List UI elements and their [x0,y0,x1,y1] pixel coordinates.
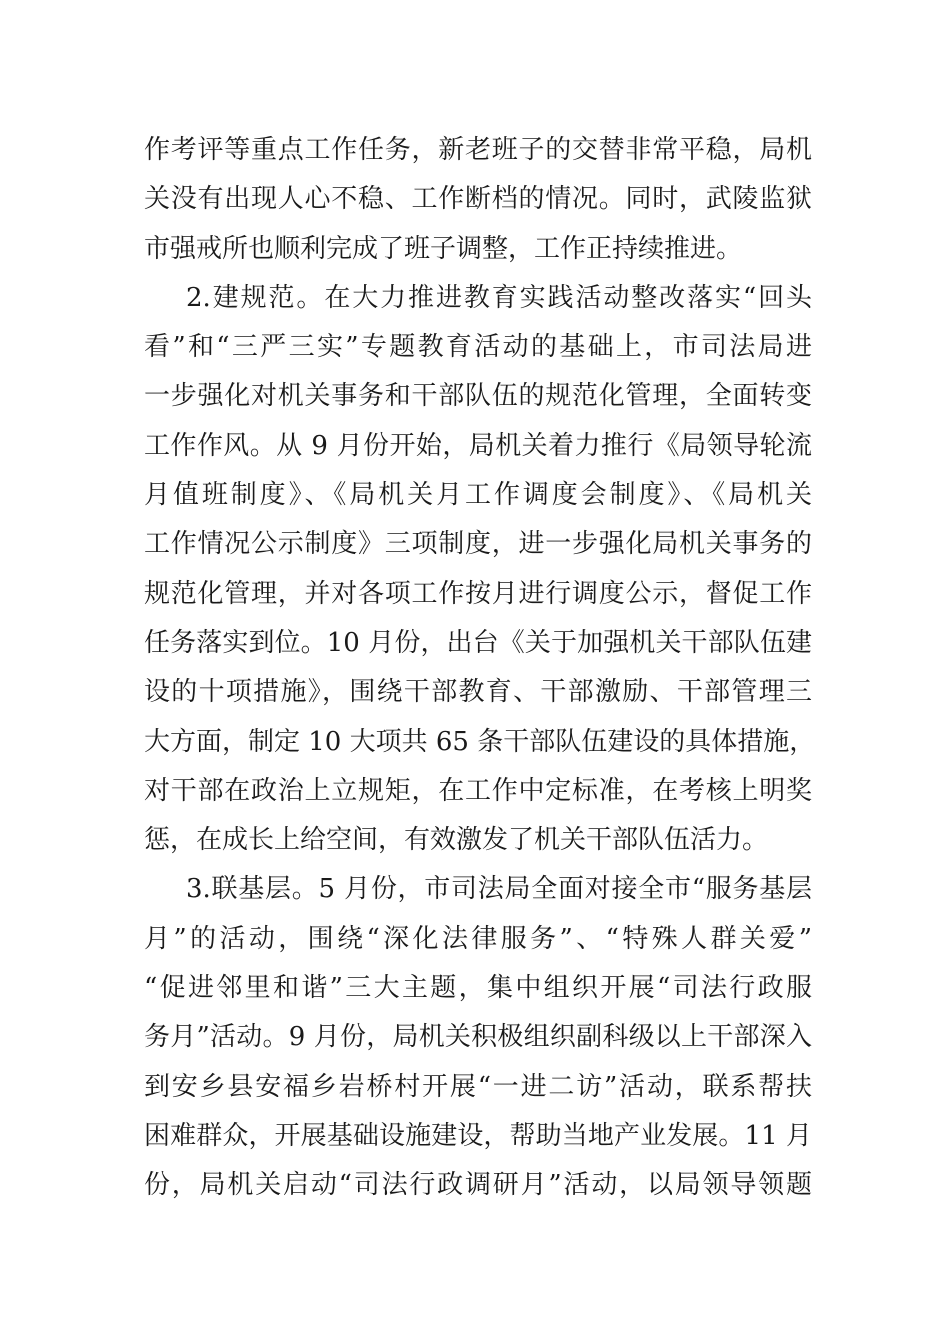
paragraph-start-2: 2.建规范。在大力推进教育实践活动整改落实“回头 [186,282,812,313]
text-line: 惩，在成长上给空间，有效激发了机关干部队伍活力。 [144,825,769,856]
text-line: 月值班制度》、《局机关月工作调度会制度》、《局机关 [144,480,812,511]
text-line: 务月”活动。9 月份，局机关积极组织副科级以上干部深入 [144,1022,812,1053]
text-line: 看”和“三严三实”专题教育活动的基础上，市司法局进 [144,332,812,363]
text-line: 工作作风。从 9 月份开始，局机关着力推行《局领导轮流 [144,430,812,461]
text-line: 市强戒所也顺利完成了班子调整，工作正持续推进。 [144,233,743,264]
text-line: 到安乡县安福乡岩桥村开展“一进二访”活动，联系帮扶 [144,1071,812,1102]
text-line: 作考评等重点工作任务，新老班子的交替非常平稳，局机 [144,135,812,165]
text-line: 份，局机关启动“司法行政调研月”活动，以局领导领题 [144,1170,812,1201]
text-line: 大方面，制定 10 大项共 65 条干部队伍建设的具体措施， [144,726,816,757]
text-line: 规范化管理，并对各项工作按月进行调度公示，督促工作 [144,578,812,609]
text-line: 困难群众，开展基础设施建设，帮助当地产业发展。11 月 [144,1120,812,1151]
text-line: 一步强化对机关事务和干部队伍的规范化管理，全面转变 [144,381,812,412]
document-body [144,126,816,1211]
text-line: 月”的活动，围绕“深化法律服务”、“特殊人群关爱” [144,923,812,954]
text-line: 设的十项措施》，围绕干部教育、干部激励、干部管理三 [144,677,812,708]
paragraph-start-3: 3.联基层。5 月份，市司法局全面对接全市“服务基层 [186,874,812,905]
text-line: 任务落实到位。10 月份，出台《关于加强机关干部队伍建 [144,627,812,658]
text-line: 工作情况公示制度》三项制度，进一步强化局机关事务的 [144,529,812,560]
text-line: “促进邻里和谐”三大主题，集中组织开展“司法行政服 [144,973,812,1004]
text-line: 对干部在政治上立规矩，在工作中定标准，在考核上明奖 [144,775,812,806]
text-line: 关没有出现人心不稳、工作断档的情况。同时，武陵监狱 [144,184,812,215]
